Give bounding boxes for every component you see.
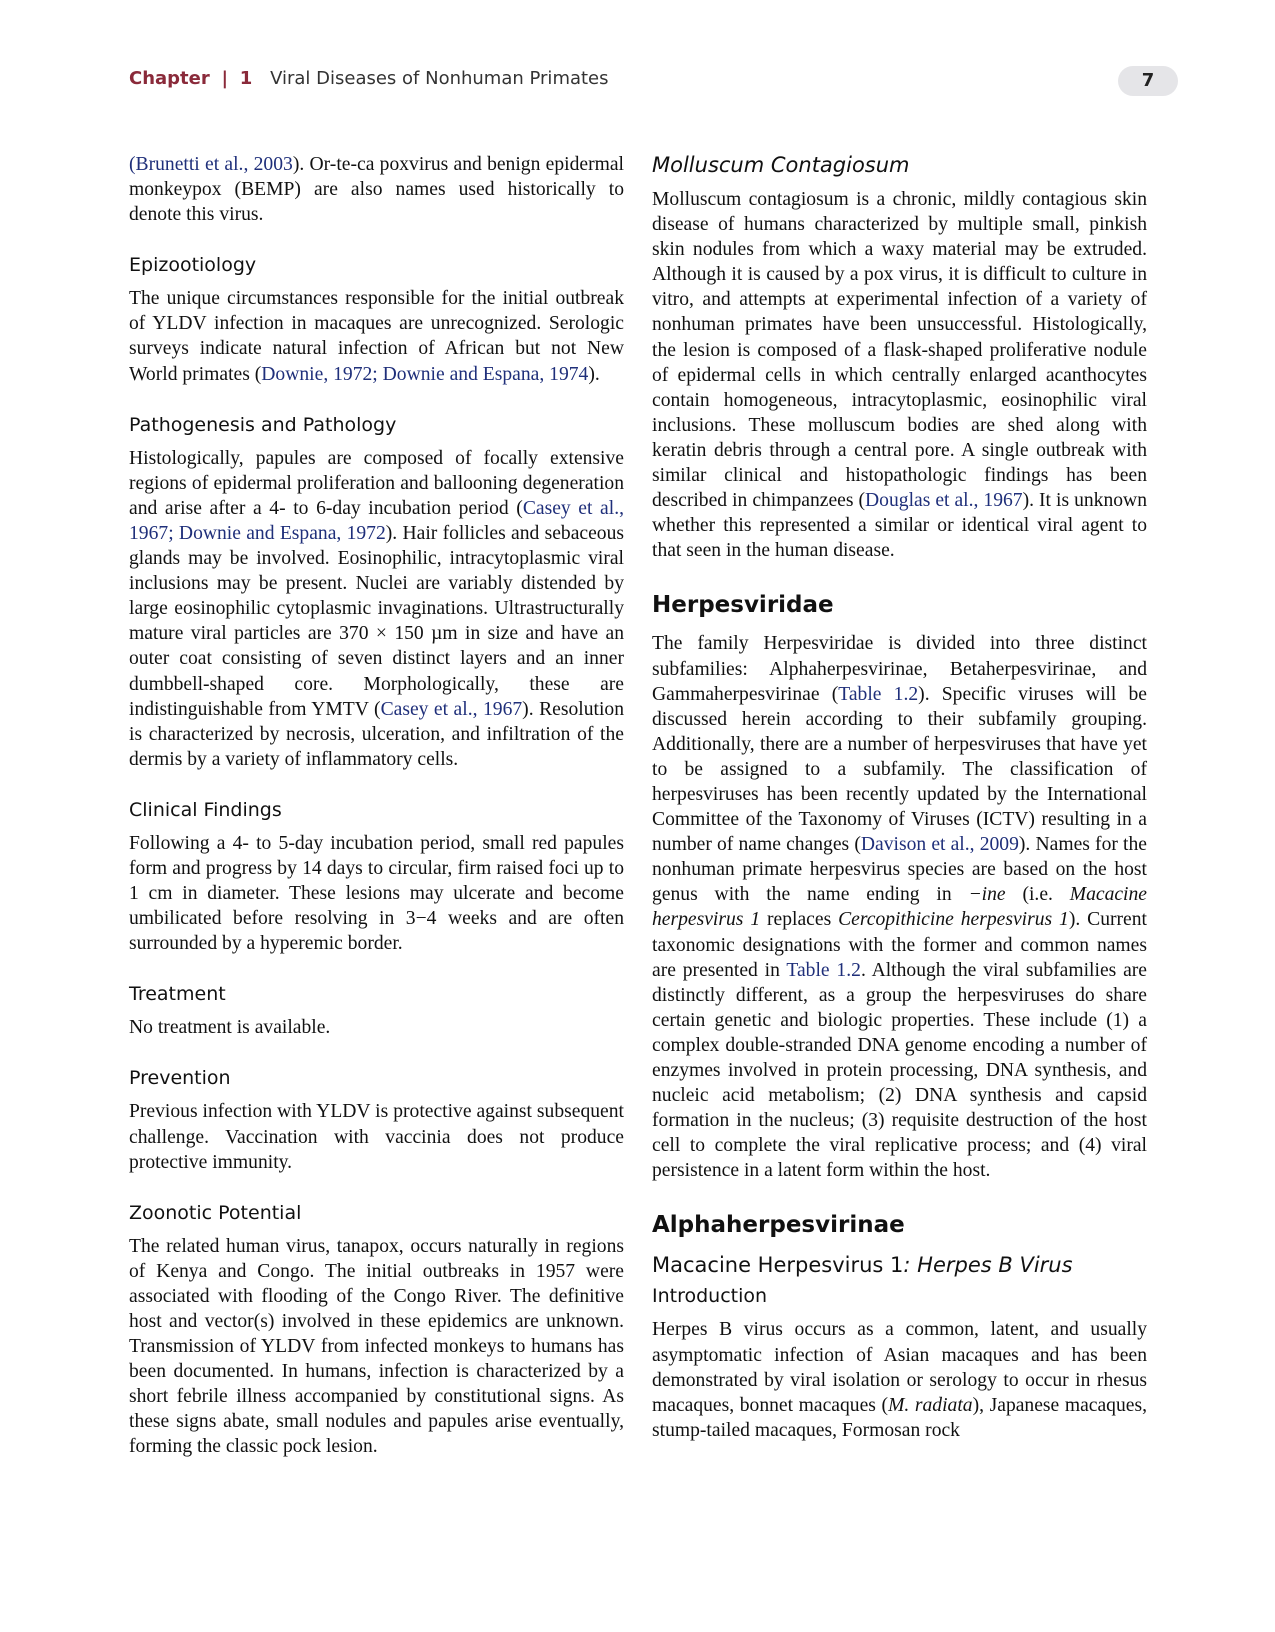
prevention-heading: Prevention <box>129 1067 231 1090</box>
running-head <box>129 68 1179 96</box>
treatment-paragraph: No treatment is available. <box>129 1017 331 1039</box>
chapter-title: Viral Diseases of Nonhuman Primates <box>270 68 609 89</box>
alphaherpesvirinae-heading: Alphaherpesvirinae <box>652 1212 905 1239</box>
introduction-heading: Introduction <box>652 1285 768 1308</box>
intro-paragraph: (Brunetti et al., 2003). Or-te-ca poxvirus and benign epidermal monkeypox (BEMP) are also names used historically to denote this virus. <box>129 154 624 226</box>
clinical-findings-paragraph: Following a 4- to 5-day incubation period, small red papules form and progress by 14 days to circular, firm raised foci up to 1 cm in diameter. These lesions may ulcerate and become umbilicated before resolving in 3−4 weeks and are often surrounded by a hyperemic border. <box>129 832 624 955</box>
page-number: 7 <box>1118 66 1178 96</box>
table-link[interactable]: Table 1.2 <box>838 683 919 705</box>
citation-link[interactable]: Casey et al., 1967 <box>380 698 523 720</box>
herpesviridae-heading: Herpesviridae <box>652 592 834 619</box>
epizootiology-heading: Epizootiology <box>129 254 257 277</box>
right-column <box>652 152 1147 1443</box>
citation-link[interactable]: (Brunetti et al., 2003 <box>129 154 293 175</box>
citation-link[interactable]: Downie, 1972; Downie and Espana, 1974 <box>261 363 589 385</box>
chapter-label: Chapter <box>129 68 210 89</box>
table-link[interactable]: Table 1.2 <box>786 959 861 981</box>
pathogenesis-heading: Pathogenesis and Pathology <box>129 413 397 436</box>
citation-link[interactable]: Douglas et al., 1967 <box>865 490 1023 512</box>
molluscum-paragraph: Molluscum contagiosum is a chronic, mildly contagious skin disease of humans characterized by multiple small, pinkish skin nodules from which a waxy material may be extruded. Although it is caused by a pox virus, it is difficult to culture in vitro, and attempts at experimental infection of a variety of nonhuman primates have been unsuccessful. Histologically, the lesion is composed of a flask-shaped proliferative nodule of epidermal cells in which centrally enlarged acanthocytes contain homogeneous, intracytoplasmic, eosinophilic viral inclusions. These molluscum bodies are shed along with keratin debris through a central pore. A single outbreak with similar clinical and histopathologic findings has been described in chimpanzees (Douglas et al., 1967). It is unknown whether this represented a similar or identical viral agent to that seen in the human disease. <box>652 189 1147 562</box>
molluscum-heading: Molluscum Contagiosum <box>652 153 910 177</box>
zoonotic-potential-paragraph: The related human virus, tanapox, occurs naturally in regions of Kenya and Congo. The initial outbreaks in 1957 were associated with flooding of the Congo River. The definitive host and vector(s) involved in these epidemics are unknown. Transmission of YLDV from infected monkeys to humans has been documented. In humans, infection is characterized by a short febrile illness accompanied by constitutional signs. As these signs abate, small nodules and papules arise eventually, forming the classic pock lesion. <box>129 1235 624 1458</box>
chapter-number: 1 <box>239 68 253 89</box>
chapter-separator: | <box>221 68 229 89</box>
citation-link[interactable]: Davison et al., 2009 <box>860 834 1019 856</box>
citation-link[interactable]: Casey et al., 1967; Downie and Espana, 1972 <box>129 497 624 544</box>
herpes-b-subheading: Macacine Herpesvirus 1: Herpes B Virus <box>652 1253 1073 1278</box>
treatment-heading: Treatment <box>129 983 226 1006</box>
prevention-paragraph: Previous infection with YLDV is protective against subsequent challenge. Vaccination with vaccinia does not produce protective immunity. <box>129 1101 624 1173</box>
herpesviridae-paragraph: The family Herpesviridae is divided into three distinct subfamilies: Alphaherpesvirinae, Betaherpesvirinae, and Gammaherpesvirinae (Table 1.2). Specific viruses will be discussed herein according to their subfamily grouping. Additionally, there are a number of herpesviruses that have yet to be assigned to a subfamily. The classification of herpesviruses has been recently updated by the International Committee of the Taxonomy of Viruses (ICTV) resulting in a number of name changes (Davison et al., 2009). Names for the nonhuman primate herpesvirus species are based on the host genus with the name ending in −ine (i.e. Macacine herpesvirus 1 replaces Cercopithicine herpesvirus 1). Current taxonomic designations with the former and common names are presented in Table 1.2. Although the viral subfamilies are distinctly different, as a group the herpesviruses do share certain genetic and biologic properties. These include (1) a complex double-stranded DNA genome encoding a number of enzymes involved in protein processing, DNA synthesis, and nucleic acid metabolism; (2) DNA synthesis and capsid formation in the nucleus; (3) requisite destruction of the host cell to complete the viral replicative process; and (4) viral persistence in a latent form within the host. <box>652 633 1148 1182</box>
pathogenesis-paragraph: Histologically, papules are composed of focally extensive regions of epidermal proliferation and ballooning degeneration and arise after a 4- to 6-day incubation period (Casey et al., 1967; Downie and Espana, 1972). Hair follicles and sebaceous glands may be involved. Eosinophilic, intracytoplasmic viral inclusions may be present. Nuclei are variably distended by large eosinophilic cytoplasmic invaginations. Ultrastructurally mature viral particles are 370 × 150 µm in size and have an outer coat consisting of seven distinct layers and an inner dumbbell-shaped core. Morphologically, these are indistinguishable from YMTV (Casey et al., 1967). Resolution is characterized by necrosis, ulceration, and infiltration of the dermis by a variety of inflammatory cells. <box>129 447 625 770</box>
epizootiology-paragraph: The unique circumstances responsible for the initial outbreak of YLDV infection in macaques are unrecognized. Serologic surveys indicate natural infection of African but not New World primates (Downie, 1972; Downie and Espana, 1974). <box>129 288 624 385</box>
herpes-b-intro-paragraph: Herpes B virus occurs as a common, latent, and usually asymptomatic infection of Asian macaques and has been demonstrated by viral isolation or serology to occur in rhesus macaques, bonnet macaques (M. radiata), Japanese macaques, stump-tailed macaques, Formosan rock <box>652 1319 1147 1441</box>
left-column <box>129 152 624 1460</box>
clinical-findings-heading: Clinical Findings <box>129 798 282 821</box>
zoonotic-potential-heading: Zoonotic Potential <box>129 1201 302 1224</box>
